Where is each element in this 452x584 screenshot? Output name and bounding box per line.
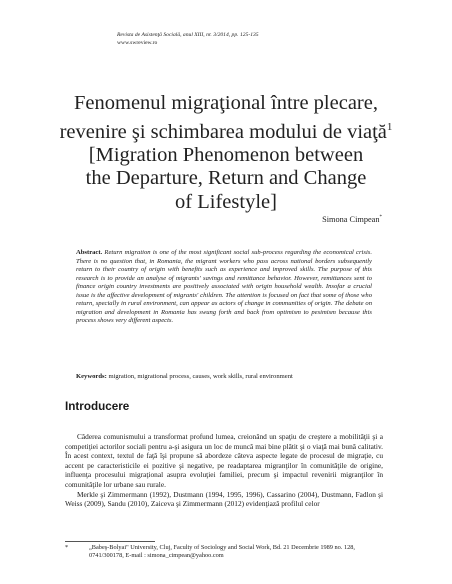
section-heading: Introducere (65, 400, 130, 413)
keywords-heading: Keywords: (76, 373, 107, 380)
keywords (76, 373, 372, 380)
title-line-4: the Departure, Return and Change (85, 167, 367, 190)
body-text (65, 432, 383, 509)
author-name-text: Simona Cimpean (322, 215, 380, 224)
keywords-text: migration, migrational process, causes, work skills, rural environment (108, 373, 293, 380)
footnote (65, 544, 383, 560)
abstract-text: Return migration is one of the most significant social sub-process regarding the economical crisis. There is no question that, in Romania, the migrant workers who pass across national borders subsequently return to their country of origin with benefits such as experience and improved skills. The purpose of this research is to provide an analyse of migrants' savings and remittance behavior. However, remittances sent to finance origin country investments are positively associated with origin household wealth. Insofar a crucial issue is the affective development of migrants' children. The attention is focused on fact that some of those who return, specially in rural environment, can appear as actors of change in communities of origin. The debate on migration and development in Romania has swung forth and back from optimism to pesimism because this process shows very different aspects. (76, 249, 372, 325)
title-line-5: of Lifestyle] (175, 190, 277, 213)
title-line-2-text: revenire şi schimbarea modului de viaţă (59, 120, 387, 143)
title-footnote-ref: 1 (386, 120, 393, 133)
footnote-text: „Babeş-Bolyai" University, Cluj, Faculty of Sociology and Social Work, Bd. 21 Decembrie 1989 no. 128, 0741/300178, E-mail : simona_cimpean@yahoo.com (89, 544, 355, 559)
body-paragraph-2: Merkle şi Zimmermann (1992), Dustmann (1994, 1995, 1996), Cassarino (2004), Dustmann, Fadlon şi Weiss (2009), Sandu (2010), Zaiceva şi Zimmermann (2012) evidenţiază profilul celor (65, 489, 383, 509)
journal-website[interactable]: www.swreview.ro (117, 39, 158, 46)
title-line-1: Fenomenul migraţional între plecare, (74, 92, 378, 114)
paper-title (40, 92, 412, 214)
footnote-mark: * (65, 544, 69, 551)
running-header (117, 32, 259, 47)
journal-citation: Revista de Asistenţă Socială, anul XIII, nr. 3/2014, pp. 125-135 (117, 32, 259, 38)
author-footnote-ref: * (379, 215, 382, 221)
abstract-heading: Abstract. (76, 249, 103, 256)
body-paragraph-1: Căderea comunismului a transformat profund lumea, creionând un spaţiu de creştere a mobilităţii şi a competiţiei actorilor sociali pentru a-şi asigura un loc de muncă mai bine plătit şi o viaţă mai bună calitativ. În acest context, textul de faţă îşi propune să abordeze câteva aspecte legate de procesul de migraţie, cu accent pe caracteristicile ei pozitive şi negative, pe readaptarea migranţilor în comunităţile de origine, influenţa procesului migraţional asupra evoluţiei familiei, precum şi impactul revenirii migranţilor în comunităţile lor urbane sau rurale. (65, 432, 383, 489)
author-name (322, 215, 382, 224)
title-line-2 (40, 116, 412, 144)
title-line-3: [Migration Phenomenon between (88, 143, 364, 166)
abstract (76, 249, 372, 326)
footnote-divider (65, 541, 155, 542)
